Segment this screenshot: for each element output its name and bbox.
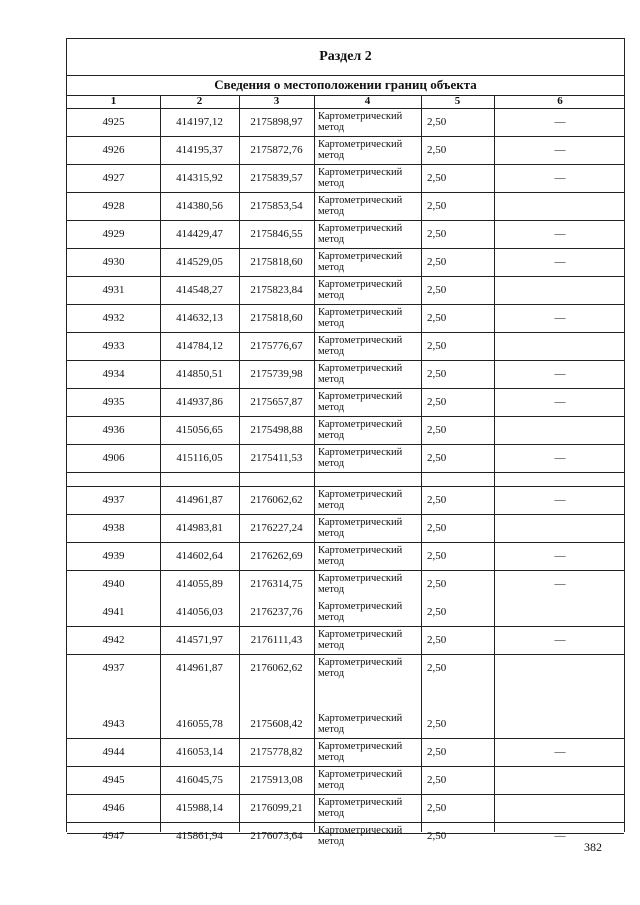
cell-accuracy: 2,50: [427, 634, 447, 646]
cell-accuracy: 2,50: [427, 522, 447, 534]
cell-point-number: 4929: [102, 228, 125, 240]
method-line-2: метод: [318, 584, 345, 595]
method-line-2: метод: [318, 612, 345, 623]
cell-coord-x: 414784,12: [176, 340, 223, 352]
method-line-2: метод: [318, 430, 345, 441]
method-line-2: метод: [318, 178, 345, 189]
method-line-2: метод: [318, 500, 345, 511]
cell-method: [314, 360, 421, 388]
column-divider: [494, 95, 495, 832]
cell-coord-x: 415056,65: [176, 424, 223, 436]
table-row: [67, 514, 624, 543]
cell-point-number: 4906: [102, 452, 125, 464]
cell-method: [314, 598, 421, 626]
table-header: [67, 95, 624, 109]
method-line-1: Картометрический: [318, 307, 403, 318]
method-line-2: метод: [318, 346, 345, 357]
cell-coord-x: 414056,03: [176, 606, 223, 618]
cell-coord-y: 2175411,53: [250, 452, 303, 464]
cell-point-number: 4927: [102, 172, 125, 184]
cell-accuracy: 2,50: [427, 200, 447, 212]
cell-coord-x: 415988,14: [176, 802, 223, 814]
cell-accuracy: 2,50: [427, 284, 447, 296]
method-line-2: метод: [318, 640, 345, 651]
cell-method: [314, 626, 421, 654]
cell-coord-x: 416055,78: [176, 718, 223, 730]
table-row: [67, 304, 624, 333]
cell-accuracy: 2,50: [427, 452, 447, 464]
method-line-2: метод: [318, 780, 345, 791]
method-line-1: Картометрический: [318, 545, 403, 556]
cell-description: —: [554, 550, 566, 562]
column-header: 5: [454, 95, 461, 107]
method-line-2: метод: [318, 668, 345, 679]
cell-point-number: 4925: [102, 116, 125, 128]
cell-coord-y: 2175608,42: [250, 718, 303, 730]
cell-method: [314, 738, 421, 766]
table-row: [67, 710, 624, 739]
cell-description: —: [554, 312, 566, 324]
method-line-1: Картометрический: [318, 601, 403, 612]
cell-coord-x: 415861,94: [176, 830, 223, 842]
cell-accuracy: 2,50: [427, 172, 447, 184]
cell-point-number: 4937: [102, 662, 125, 674]
table-row: [67, 766, 624, 795]
cell-coord-y: 2176262,69: [250, 550, 303, 562]
cell-accuracy: 2,50: [427, 340, 447, 352]
column-divider: [239, 95, 240, 832]
cell-point-number: 4938: [102, 522, 125, 534]
cell-accuracy: 2,50: [427, 116, 447, 128]
cell-description: —: [554, 830, 566, 842]
table-row: [67, 416, 624, 445]
cell-coord-x: 414197,12: [176, 116, 223, 128]
cell-description: [494, 598, 626, 626]
cell-accuracy: 2,50: [427, 228, 447, 240]
cell-coord-y: 2175846,55: [250, 228, 303, 240]
method-line-2: метод: [318, 752, 345, 763]
cell-coord-y: 2175823,84: [250, 284, 303, 296]
cell-coord-x: 414983,81: [176, 522, 223, 534]
cell-accuracy: 2,50: [427, 802, 447, 814]
method-line-1: Картометрический: [318, 251, 403, 262]
method-line-2: метод: [318, 122, 345, 133]
cell-description: —: [554, 746, 566, 758]
cell-coord-x: 414315,92: [176, 172, 223, 184]
cell-accuracy: 2,50: [427, 494, 447, 506]
cell-point-number: 4941: [102, 606, 125, 618]
cell-accuracy: 2,50: [427, 746, 447, 758]
section-title: Раздел 2: [67, 39, 624, 76]
table-row: [67, 136, 624, 165]
cell-coord-x: 416053,14: [176, 746, 223, 758]
cell-coord-y: 2175898,97: [250, 116, 303, 128]
column-header: 4: [364, 95, 371, 107]
cell-coord-x: 416045,75: [176, 774, 223, 786]
blank-row: [67, 472, 624, 487]
cell-coord-y: 2175853,54: [250, 200, 303, 212]
cell-description: —: [554, 256, 566, 268]
cell-coord-y: 2175872,76: [250, 144, 303, 156]
cell-coord-y: 2176314,75: [250, 578, 303, 590]
cell-accuracy: 2,50: [427, 550, 447, 562]
method-line-1: Картометрический: [318, 447, 403, 458]
cell-description: —: [554, 396, 566, 408]
cell-coord-x: 414429,47: [176, 228, 223, 240]
table-row: [67, 570, 624, 598]
cell-description: [494, 710, 626, 738]
method-line-2: метод: [318, 374, 345, 385]
method-line-1: Картометрический: [318, 419, 403, 430]
method-line-2: метод: [318, 724, 345, 735]
method-line-2: метод: [318, 402, 345, 413]
method-line-1: Картометрический: [318, 195, 403, 206]
cell-method: [314, 654, 421, 682]
method-line-2: метод: [318, 234, 345, 245]
cell-point-number: 4937: [102, 494, 125, 506]
section-subtitle: Сведения о местоположении границ объекта: [67, 75, 624, 96]
cell-coord-x: 414529,05: [176, 256, 223, 268]
cell-description: —: [554, 368, 566, 380]
cell-description: [494, 514, 626, 542]
cell-description: [494, 654, 626, 682]
table-row: [67, 192, 624, 221]
table-row: [67, 108, 624, 137]
cell-coord-x: 414850,51: [176, 368, 223, 380]
table-row: [67, 794, 624, 823]
method-line-1: Картометрический: [318, 797, 403, 808]
cell-description: [494, 332, 626, 360]
cell-method: [314, 570, 421, 598]
cell-method: [314, 220, 421, 248]
table-row: [67, 542, 624, 571]
table-row: [67, 360, 624, 389]
cell-description: [494, 192, 626, 220]
cell-coord-x: 414195,37: [176, 144, 223, 156]
cell-point-number: 4926: [102, 144, 125, 156]
method-line-1: Картометрический: [318, 713, 403, 724]
method-line-1: Картометрический: [318, 279, 403, 290]
table-row: [67, 598, 624, 627]
cell-accuracy: 2,50: [427, 256, 447, 268]
table-row: [67, 626, 624, 655]
method-line-2: метод: [318, 458, 345, 469]
cell-coord-y: 2175818,60: [250, 312, 303, 324]
cell-accuracy: 2,50: [427, 368, 447, 380]
cell-coord-y: 2175657,87: [250, 396, 303, 408]
cell-description: —: [554, 172, 566, 184]
cell-coord-y: 2175498,88: [250, 424, 303, 436]
cell-coord-y: 2176111,43: [250, 634, 303, 646]
method-line-2: метод: [318, 206, 345, 217]
cell-accuracy: 2,50: [427, 662, 447, 674]
cell-coord-y: 2175839,57: [250, 172, 303, 184]
method-line-2: метод: [318, 556, 345, 567]
column-header: 3: [273, 95, 280, 107]
cell-method: [314, 332, 421, 360]
table-row: [67, 332, 624, 361]
cell-point-number: 4932: [102, 312, 125, 324]
cell-point-number: 4939: [102, 550, 125, 562]
cell-point-number: 4931: [102, 284, 125, 296]
method-line-1: Картометрический: [318, 769, 403, 780]
cell-coord-y: 2176099,21: [250, 802, 303, 814]
cell-description: [494, 276, 626, 304]
table-bottom-edge: [67, 833, 624, 834]
cell-description: —: [554, 228, 566, 240]
cell-method: [314, 822, 421, 850]
cell-coord-y: 2176073,64: [250, 830, 303, 842]
cell-method: [314, 304, 421, 332]
cell-coord-x: 414632,13: [176, 312, 223, 324]
cell-description: —: [554, 116, 566, 128]
cell-point-number: 4943: [102, 718, 125, 730]
method-line-1: Картометрический: [318, 111, 403, 122]
cell-method: [314, 444, 421, 472]
cell-method: [314, 388, 421, 416]
cell-point-number: 4942: [102, 634, 125, 646]
cell-method: [314, 164, 421, 192]
table-row: [67, 220, 624, 249]
cell-point-number: 4946: [102, 802, 125, 814]
table-row: [67, 276, 624, 305]
table-row: [67, 486, 624, 515]
cell-description: —: [554, 578, 566, 590]
column-header: 6: [557, 95, 563, 107]
cell-coord-x: 414937,86: [176, 396, 223, 408]
cell-point-number: 4934: [102, 368, 125, 380]
cell-point-number: 4930: [102, 256, 125, 268]
method-line-2: метод: [318, 290, 345, 301]
cell-method: [314, 108, 421, 136]
cell-method: [314, 710, 421, 738]
column-header: 2: [196, 95, 203, 107]
method-line-1: Картометрический: [318, 391, 403, 402]
method-line-1: Картометрический: [318, 223, 403, 234]
method-line-2: метод: [318, 150, 345, 161]
cell-method: [314, 514, 421, 542]
cell-coord-x: 414055,89: [176, 578, 223, 590]
cell-point-number: 4940: [102, 578, 125, 590]
cell-method: [314, 794, 421, 822]
cell-accuracy: 2,50: [427, 424, 447, 436]
column-header: 1: [110, 95, 117, 107]
cell-coord-x: 415116,05: [176, 452, 223, 464]
cell-point-number: 4935: [102, 396, 125, 408]
table-row: [67, 738, 624, 767]
cell-description: [494, 766, 626, 794]
table-row: [67, 654, 624, 682]
method-line-1: Картометрический: [318, 517, 403, 528]
cell-point-number: 4947: [102, 830, 125, 842]
method-line-1: Картометрический: [318, 335, 403, 346]
cell-coord-x: 414571,97: [176, 634, 223, 646]
cell-accuracy: 2,50: [427, 774, 447, 786]
cell-method: [314, 416, 421, 444]
cell-point-number: 4945: [102, 774, 125, 786]
cell-accuracy: 2,50: [427, 312, 447, 324]
cell-coord-y: 2175913,08: [250, 774, 303, 786]
cell-coord-y: 2175776,67: [250, 340, 303, 352]
table-row: [67, 822, 624, 850]
column-divider: [314, 95, 315, 832]
cell-description: [494, 794, 626, 822]
cell-coord-y: 2176062,62: [250, 494, 303, 506]
method-line-1: Картометрический: [318, 363, 403, 374]
method-line-2: метод: [318, 318, 345, 329]
column-divider: [421, 95, 422, 832]
cell-accuracy: 2,50: [427, 606, 447, 618]
cell-description: —: [554, 494, 566, 506]
cell-coord-x: 414602,64: [176, 550, 223, 562]
column-divider: [160, 95, 161, 832]
method-line-1: Картометрический: [318, 741, 403, 752]
cell-coord-y: 2175739,98: [250, 368, 303, 380]
table-row: [67, 388, 624, 417]
cell-description: [494, 416, 626, 444]
cell-coord-x: 414961,87: [176, 494, 223, 506]
cell-method: [314, 248, 421, 276]
cell-coord-y: 2175818,60: [250, 256, 303, 268]
cell-coord-y: 2176227,24: [250, 522, 303, 534]
cell-coord-y: 2175778,82: [250, 746, 303, 758]
cell-accuracy: 2,50: [427, 396, 447, 408]
cell-method: [314, 192, 421, 220]
cell-description: —: [554, 144, 566, 156]
cell-point-number: 4933: [102, 340, 125, 352]
table-row: [67, 444, 624, 473]
cell-coord-x: 414380,56: [176, 200, 223, 212]
cell-coord-y: 2176237,76: [250, 606, 303, 618]
method-line-1: Картометрический: [318, 167, 403, 178]
method-line-2: метод: [318, 808, 345, 819]
cell-point-number: 4936: [102, 424, 125, 436]
method-line-1: Картометрический: [318, 139, 403, 150]
cell-method: [314, 486, 421, 514]
method-line-1: Картометрический: [318, 629, 403, 640]
method-line-1: Картометрический: [318, 825, 403, 836]
cell-method: [314, 136, 421, 164]
cell-coord-x: 414548,27: [176, 284, 223, 296]
cell-accuracy: 2,50: [427, 718, 447, 730]
cell-coord-x: 414961,87: [176, 662, 223, 674]
table-row: [67, 248, 624, 277]
cell-method: [314, 276, 421, 304]
method-line-2: метод: [318, 836, 345, 847]
cell-accuracy: 2,50: [427, 830, 447, 842]
cell-method: [314, 542, 421, 570]
method-line-1: Картометрический: [318, 489, 403, 500]
cell-description: —: [554, 452, 566, 464]
method-line-1: Картометрический: [318, 573, 403, 584]
cell-accuracy: 2,50: [427, 144, 447, 156]
cell-accuracy: 2,50: [427, 578, 447, 590]
cell-point-number: 4944: [102, 746, 125, 758]
method-line-2: метод: [318, 262, 345, 273]
method-line-1: Картометрический: [318, 657, 403, 668]
cell-coord-y: 2176062,62: [250, 662, 303, 674]
table-row: [67, 164, 624, 193]
cell-description: —: [554, 634, 566, 646]
page-number: 382: [584, 840, 602, 854]
cell-point-number: 4928: [102, 200, 125, 212]
method-line-2: метод: [318, 528, 345, 539]
cell-method: [314, 766, 421, 794]
